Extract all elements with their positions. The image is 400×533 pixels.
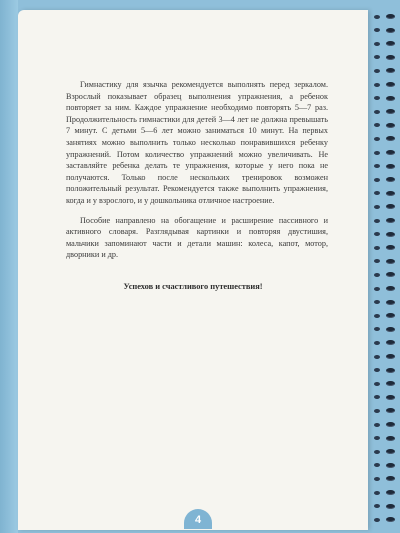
binding-hole [374,395,380,399]
binding-hole [374,55,380,59]
spiral-ring [386,395,395,400]
spiral-ring [386,272,395,277]
binding-hole [374,110,380,114]
spiral-ring [386,313,395,318]
binding-hole [374,409,380,413]
binding-hole [374,463,380,467]
body-text [66,79,328,261]
binding-hole [374,205,380,209]
spiral-ring [386,490,395,495]
spiral-ring [386,82,395,87]
binding-hole [374,259,380,263]
binding-hole [374,327,380,331]
spiral-ring [386,109,395,114]
binding-hole [374,96,380,100]
binding-hole [374,518,380,522]
binding-hole [374,69,380,73]
spiral-ring [386,136,395,141]
spiral-ring [386,68,395,73]
paragraph-vocabulary: Пособие направлено на обогащение и расширение пассивного и активного словаря. Разглядывая картинки и повторяя двустишия, мальчики запоминают части и детали машин: колеса, капот, мотор, дворники и др. [66,215,328,260]
spiral-ring [386,232,395,237]
spiral-ring [386,381,395,386]
closing-line: Успехов и счастливого путешествия! [123,282,263,291]
binding-hole [374,219,380,223]
spiral-ring [386,150,395,155]
binding-hole [374,314,380,318]
spiral-ring [386,476,395,481]
spiral-ring [386,123,395,128]
spiral-ring [386,449,395,454]
spiral-ring [386,245,395,250]
spiral-ring [386,96,395,101]
spiral-ring [386,41,395,46]
binding-hole [374,191,380,195]
spiral-ring [386,28,395,33]
binding-hole [374,300,380,304]
binding-hole [374,164,380,168]
binding-hole [374,341,380,345]
spiral-ring [386,368,395,373]
binding-hole [374,151,380,155]
spiral-ring [386,422,395,427]
spiral-ring [386,408,395,413]
spiral-ring [386,218,395,223]
binding-hole [374,273,380,277]
binding-hole [374,83,380,87]
spiral-ring [386,517,395,522]
spiral-ring [386,354,395,359]
binding-hole [374,287,380,291]
spiral-ring [386,191,395,196]
binding-hole [374,382,380,386]
paragraph-gymnastics: Гимнастику для язычка рекомендуется выполнять перед зеркалом. Взрослый показывает образец выполнения упражнения, а ребенок повторяет за ним. Каждое упражнение необходимо повторять 5—7 раз. Продолжительность гимнастики для детей 3—4 лет не должна превышать 7 минут. С детьми 5—6 лет можно заниматься 10 минут. На первых занятиях можно выполнить только несколько понравившихся ребенку упражнений. Потом количество упражнений можно увеличивать. Не заставляйте ребенка делать те упражнения, которые у него пока не получаются. Только после нескольких тренировок возможен положительный результат. Рекомендуется также выполнить упражнения, когда и у взрослого, и у дошкольника отличное настроение. [66,80,328,205]
spiral-ring [386,164,395,169]
binding-hole [374,450,380,454]
binding-hole [374,28,380,32]
spiral-ring [386,259,395,264]
spiral-ring [386,340,395,345]
spiral-ring [386,55,395,60]
binding-hole [374,477,380,481]
spiral-ring [386,204,395,209]
spiral-ring [386,463,395,468]
cover-edge [0,0,18,533]
binding-hole [374,436,380,440]
binding-hole [374,491,380,495]
binding-hole [374,123,380,127]
binding-hole [374,355,380,359]
spiral-binding [372,8,400,533]
spiral-ring [386,14,395,19]
page-number: 4 [184,509,212,529]
binding-hole [374,246,380,250]
spiral-ring [386,504,395,509]
binding-hole [374,178,380,182]
binding-hole [374,423,380,427]
spiral-ring [386,177,395,182]
binding-hole [374,368,380,372]
spiral-ring [386,327,395,332]
spiral-ring [386,300,395,305]
binding-hole [374,42,380,46]
spiral-ring [386,286,395,291]
spiral-ring [386,436,395,441]
binding-hole [374,137,380,141]
binding-hole [374,232,380,236]
binding-hole [374,15,380,19]
binding-hole [374,504,380,508]
